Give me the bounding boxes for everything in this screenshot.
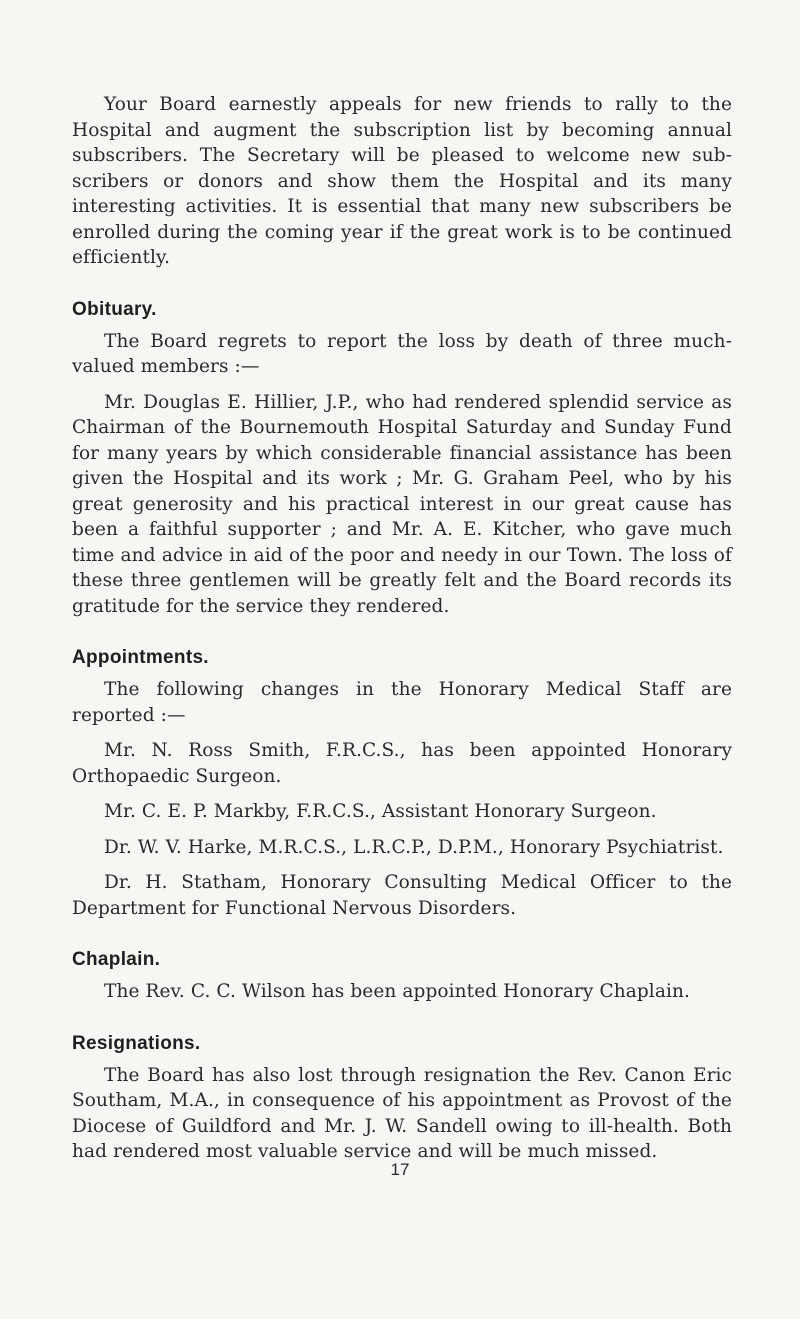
appointment-item: Dr. W. V. Harke, M.R.C.S., L.R.C.P., D.P.M., Honorary Psychiatrist. — [104, 836, 724, 858]
chaplain-heading: Chaplain. — [72, 949, 161, 970]
chaplain-section — [72, 949, 732, 1005]
document-page — [72, 92, 732, 1165]
obituary-heading: Obituary. — [72, 298, 157, 320]
obituary-section — [72, 299, 732, 620]
obituary-body: Mr. Douglas E. Hillier, J.P., who had rendered splendid service as Chairman of the Bournemouth Hospital Saturday and Sunday Fund for many years by which considerable financial assistance has been given the Hospital and its work ; Mr. G. Graham Peel, who by his great generosity and his practical interest in our great cause has been a faithful supporter ; and Mr. A. E. Kitcher, who gave much time and advice in aid of the poor and needy in our Town. The loss of these three gentlemen will be greatly felt and the Board records its gratitude for the service they rendered. — [72, 391, 732, 617]
resignations-body: The Board has also lost through resignation the Rev. Canon Eric Southam, M.A., in consequence of his appointment as Provost of the Diocese of Guildford and Mr. J. W. Sandell owing to ill-health. Both had rendered most valuable service and will be much missed. — [72, 1064, 732, 1162]
intro-paragraph: Your Board earnestly appeals for new friends to rally to the Hospital and augment the subscription list by becoming annual subscribers. The Secretary will be pleased to welcome new subscribers or donors and show them the Hospital and its many interesting activities. It is essential that many new subscribers be enrolled during the coming year if the great work is to be continued efficiently. — [72, 94, 732, 268]
appointments-lead: The following changes in the Honorary Medical Staff are reported :— — [72, 679, 732, 726]
chaplain-body: The Rev. C. C. Wilson has been appointed Honorary Chaplain. — [104, 981, 690, 1002]
appointments-heading: Appointments. — [72, 647, 209, 668]
appointment-item: Dr. H. Statham, Honorary Consulting Medical Officer to the Department for Functional Nervous Disorders. — [72, 872, 732, 919]
resignations-heading: Resignations. — [72, 1032, 201, 1054]
appointment-item: Mr. N. Ross Smith, F.R.C.S., has been appointed Honorary Orthopaedic Surgeon. — [72, 740, 732, 787]
appointment-item: Mr. C. E. P. Markby, F.R.C.S., Assistant Honorary Surgeon. — [104, 801, 657, 822]
page-number: 17 — [390, 1160, 410, 1179]
obituary-lead: The Board regrets to report the loss by death of three much-valued members :— — [72, 330, 732, 377]
appointments-section — [72, 647, 732, 921]
resignations-section — [72, 1033, 732, 1165]
